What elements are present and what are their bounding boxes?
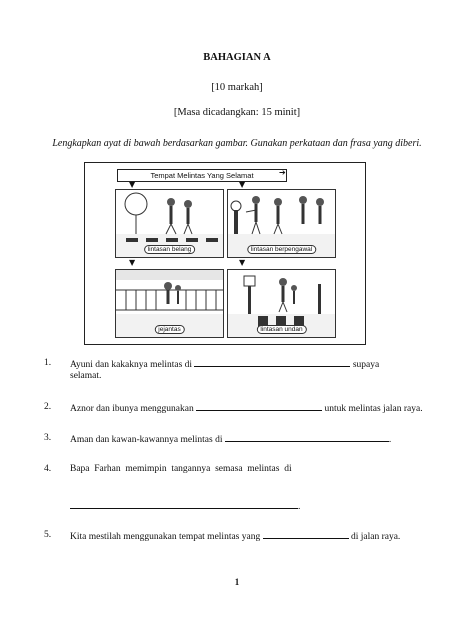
instruction-text: Lengkapkan ayat di bawah berdasarkan gambar. Gunakan perkataan dan frasa yang diberi.: [52, 138, 422, 149]
answer-blank[interactable]: [70, 499, 298, 509]
question-text: Aznor dan ibunya menggunakan: [70, 404, 194, 414]
arrow-down-icon: ▼: [239, 180, 246, 189]
question-text: Ayuni dan kakaknya melintas di: [70, 360, 193, 370]
question-text: .: [298, 502, 301, 512]
question-number: 2.: [44, 402, 52, 412]
answer-blank[interactable]: [225, 432, 389, 442]
section-title: BAHAGIAN A: [203, 52, 271, 63]
question-text: .: [388, 435, 392, 445]
panel-label: jejantas: [154, 325, 184, 334]
crossing-figure: [84, 162, 366, 345]
panel-overhead-bridge: [115, 269, 224, 338]
question-text: Aman dan kawan-kawannya melintas di: [70, 435, 223, 445]
arrow-right-icon: ➔: [279, 168, 286, 177]
answer-blank[interactable]: [194, 357, 350, 367]
question-text: Bapa Farhan memimpin tangannya semasa melintas di: [70, 464, 292, 474]
panel-label: lintasan berpengawal: [247, 245, 316, 254]
question-number: 4.: [44, 464, 52, 474]
page-number: 1: [234, 577, 240, 587]
question-text: selamat.: [70, 371, 102, 381]
time-suggestion: [Masa dicadangkan: 15 minit]: [173, 107, 301, 118]
arrow-down-icon: ▼: [129, 180, 136, 189]
question-number: 1.: [44, 358, 52, 368]
question-number: 5.: [44, 530, 52, 540]
panel-label: lintasan belang: [144, 245, 196, 254]
marks-label: [10 markah]: [211, 82, 263, 93]
answer-blank[interactable]: [263, 529, 349, 539]
question-text: untuk melintas jalan raya.: [324, 404, 423, 414]
question-text: di jalan raya.: [350, 532, 401, 542]
figure-title: Tempat Melintas Yang Selamat: [117, 169, 287, 182]
question-text: supaya: [352, 360, 380, 370]
panel-label: lintasan undan: [256, 325, 306, 334]
panel-pelican-crossing: [227, 269, 336, 338]
panel-zebra-crossing: [115, 189, 224, 258]
question-text: Kita mestilah menggunakan tempat melintas yang: [70, 532, 261, 542]
panel-guarded-crossing: [227, 189, 336, 258]
answer-blank[interactable]: [196, 401, 322, 411]
arrow-down-icon: ▼: [239, 258, 246, 267]
question-number: 3.: [44, 433, 52, 443]
arrow-down-icon: ▼: [129, 258, 136, 267]
